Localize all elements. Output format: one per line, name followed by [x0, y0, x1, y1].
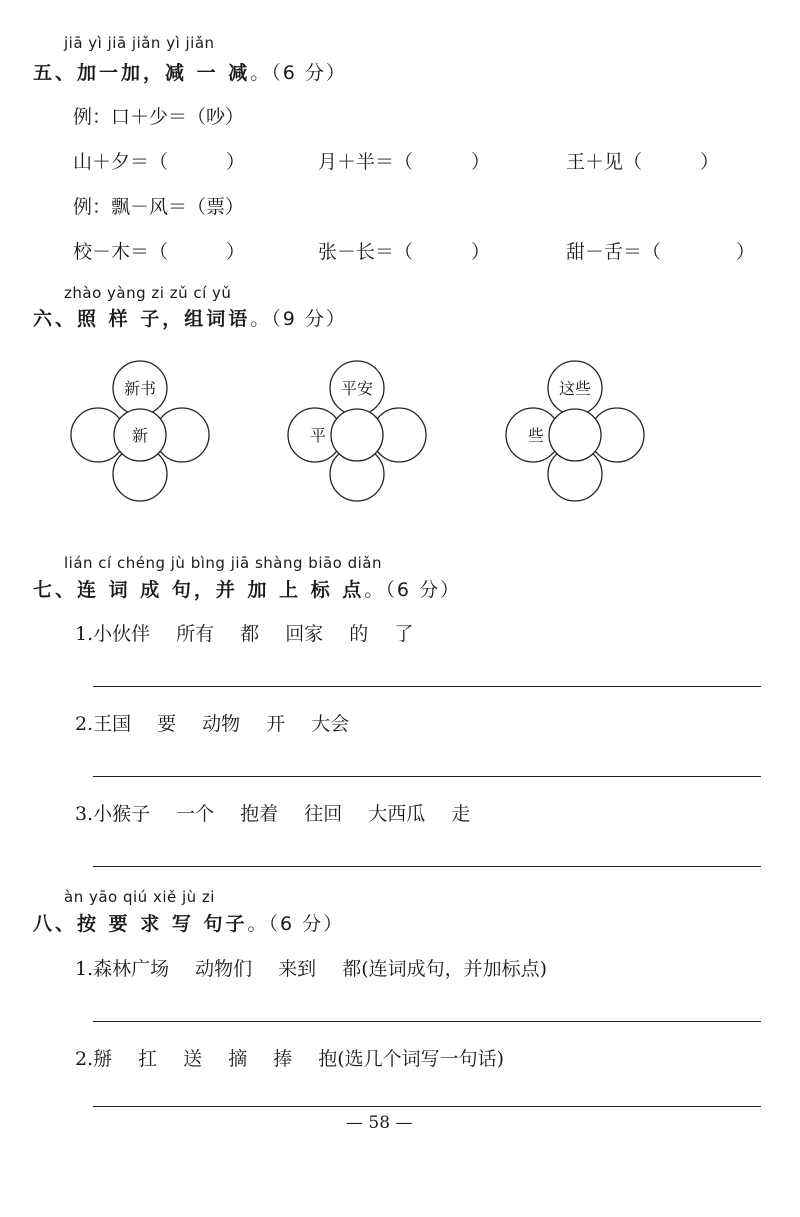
section5-example1: 例：口＋少＝（吵） — [73, 106, 245, 128]
close-paren: ） — [226, 241, 246, 263]
section7-item3 — [75, 799, 470, 826]
section5-row1-item3 — [566, 147, 719, 174]
expr: 山＋夕＝（ — [73, 151, 169, 173]
section5-row1-item1 — [73, 147, 245, 174]
word: 森林广场 — [93, 958, 170, 980]
section6-title — [33, 304, 347, 331]
section6-pinyin: zhào yàng zi zǔ cí yǔ — [64, 284, 232, 302]
word: 都 — [240, 623, 260, 645]
section5-row1-item2 — [318, 147, 490, 174]
section7-title — [33, 575, 461, 602]
section5-row2-item1 — [73, 237, 245, 264]
word: 回家 — [285, 623, 324, 645]
word: 王国 — [93, 713, 132, 735]
expr: 月＋半＝（ — [318, 151, 414, 173]
answer-line-1[interactable] — [93, 686, 761, 687]
word: 抱着 — [240, 803, 279, 825]
section7-pinyin: lián cí chéng jù bìng jiā shàng biāo diǎn — [64, 554, 383, 572]
word: 来到 — [278, 958, 317, 980]
close-paren: ） — [471, 151, 491, 173]
section7-score: 。（6 分） — [364, 579, 461, 601]
word: 扛 — [138, 1048, 158, 1070]
close-paren: ） — [700, 151, 720, 173]
word: 大西瓜 — [368, 803, 426, 825]
section8-title — [33, 909, 344, 936]
word: 的 — [349, 623, 369, 645]
flower-2-left-char: 平 — [309, 426, 327, 445]
word: 摘 — [228, 1048, 248, 1070]
flower-diagrams — [0, 350, 800, 510]
word: 走 — [451, 803, 471, 825]
expr: 校－木＝（ — [73, 241, 169, 263]
item-number: 2. — [75, 1048, 94, 1070]
word: 往回 — [304, 803, 343, 825]
word: 捧 — [273, 1048, 293, 1070]
word: 所有 — [176, 623, 215, 645]
word: 小猴子 — [93, 803, 151, 825]
section6-title-text: 六、照 样 子，组词语 — [33, 308, 251, 330]
flower-3-top-word: 这些 — [558, 379, 592, 398]
section5-title-text: 五、加一加，减 一 减 — [33, 62, 251, 84]
answer-line-5[interactable] — [93, 1106, 761, 1107]
expr: 张－长＝（ — [318, 241, 414, 263]
section5-row2-item3 — [566, 237, 755, 264]
section8-item2 — [75, 1044, 504, 1071]
flower-3-left-char: 些 — [527, 426, 545, 445]
page-number: — 58 — — [346, 1113, 413, 1133]
word: 都(连词成句，并加标点) — [342, 958, 548, 980]
section5-score: 。（6 分） — [250, 62, 347, 84]
word: 抱(选几个词写一句话) — [318, 1048, 505, 1070]
close-paren: ） — [736, 241, 756, 263]
section8-item1 — [75, 954, 547, 981]
word: 了 — [394, 623, 414, 645]
word: 掰 — [93, 1048, 113, 1070]
word: 要 — [157, 713, 177, 735]
word: 动物 — [202, 713, 241, 735]
section7-item2 — [75, 709, 349, 736]
flower-2-top-word: 平安 — [340, 379, 374, 398]
section7-item1 — [75, 619, 413, 646]
answer-line-3[interactable] — [93, 866, 761, 867]
word: 动物们 — [195, 958, 253, 980]
flower-center[interactable] — [331, 409, 383, 461]
item-number: 1. — [75, 623, 94, 645]
section5-pinyin: jiā yì jiā jiǎn yì jiǎn — [64, 34, 215, 52]
flower-1-top-word: 新书 — [123, 379, 157, 398]
expr: 王＋见（ — [566, 151, 643, 173]
word: 送 — [183, 1048, 203, 1070]
flower-1-center-char: 新 — [131, 426, 149, 445]
item-number: 3. — [75, 803, 94, 825]
word: 一个 — [176, 803, 215, 825]
section6-score: 。（9 分） — [250, 308, 347, 330]
answer-line-4[interactable] — [93, 1021, 761, 1022]
answer-line-2[interactable] — [93, 776, 761, 777]
close-paren: ） — [471, 241, 491, 263]
section5-title — [33, 58, 347, 85]
section7-title-text: 七、连 词 成 句，并 加 上 标 点 — [33, 579, 365, 601]
section5-example2: 例：飘－风＝（票） — [73, 196, 245, 218]
flower-center[interactable] — [549, 409, 601, 461]
close-paren: ） — [226, 151, 246, 173]
section5-row2-item2 — [318, 237, 490, 264]
item-number: 1. — [75, 958, 94, 980]
item-number: 2. — [75, 713, 94, 735]
word: 开 — [266, 713, 286, 735]
word: 小伙伴 — [93, 623, 151, 645]
section8-pinyin: àn yāo qiú xiě jù zi — [64, 888, 215, 906]
section8-score: 。（6 分） — [247, 913, 345, 935]
word: 大会 — [311, 713, 350, 735]
expr: 甜－舌＝（ — [566, 241, 662, 263]
section8-title-text: 八、按 要 求 写 句子 — [33, 913, 248, 935]
